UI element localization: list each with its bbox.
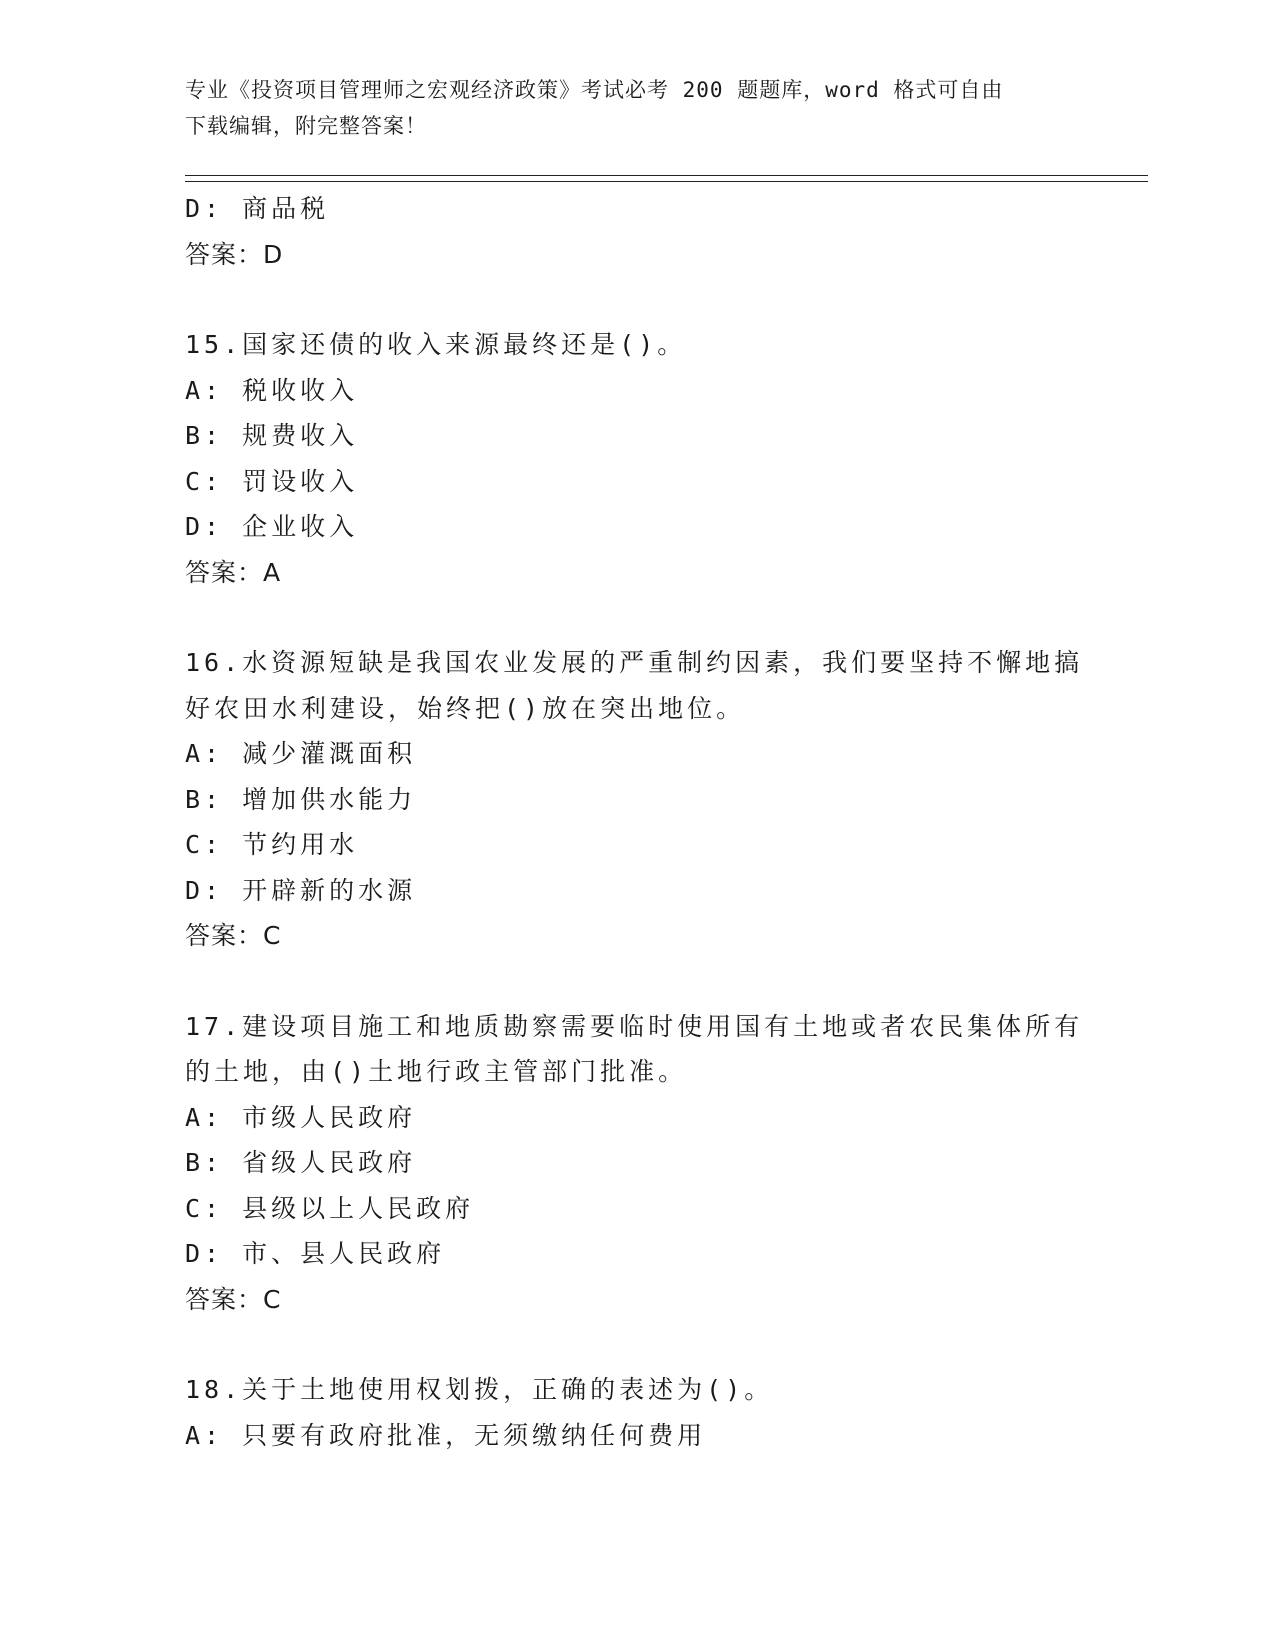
option-d: D: 商品税	[185, 194, 330, 223]
question-15-answer: 答案：A	[185, 557, 282, 587]
question-gap	[185, 1322, 1085, 1367]
question-17-option-c: C: 县级以上人民政府	[185, 1193, 475, 1223]
question-17-option-d: D: 市、县人民政府	[185, 1239, 446, 1268]
header-line-1: 专业《投资项目管理师之宏观经济政策》考试必考 200 题题库，word 格式可自由	[185, 78, 1004, 102]
document-body	[185, 186, 1085, 1458]
question-gap	[185, 277, 1085, 322]
question-16-option-d: D: 开辟新的水源	[185, 875, 417, 905]
question-15-option-c: C: 罚设收入	[185, 466, 359, 496]
question-16-option-c: C: 节约用水	[185, 830, 359, 859]
header-rule-bottom	[185, 181, 1148, 182]
question-16-option-a: A: 减少灌溉面积	[185, 739, 417, 768]
question-18-stem: 18.关于土地使用权划拨，正确的表述为()。	[185, 1375, 774, 1404]
question-15-option-b: B: 规费收入	[185, 421, 359, 450]
question-17-answer: 答案：C	[185, 1284, 282, 1314]
question-gap	[185, 595, 1085, 640]
question-16-option-b: B: 增加供水能力	[185, 784, 417, 814]
question-17-option-a: A: 市级人民政府	[185, 1102, 417, 1132]
question-15-option-d: D: 企业收入	[185, 512, 359, 541]
header-rule-top	[185, 175, 1148, 176]
document-header	[185, 72, 1065, 144]
question-16-stem-line-1: 16.水资源短缺是我国农业发展的严重制约因素，我们要坚持不懈地搞	[185, 648, 1084, 677]
question-16-answer: 答案：C	[185, 921, 282, 950]
question-17-stem-line-1: 17.建设项目施工和地质勘察需要临时使用国有土地或者农民集体所有	[185, 1011, 1084, 1041]
question-16-stem-line-2: 好农田水利建设，始终把()放在突出地位。	[185, 693, 746, 723]
question-15-option-a: A: 税收收入	[185, 375, 359, 405]
question-18-option-a: A: 只要有政府批准，无须缴纳任何费用	[185, 1420, 707, 1450]
question-17-option-b: B: 省级人民政府	[185, 1148, 417, 1177]
question-17-stem-line-2: 的土地，由()土地行政主管部门批准。	[185, 1057, 688, 1086]
header-line-2: 下载编辑，附完整答案！	[185, 114, 427, 138]
question-15-stem: 15.国家还债的收入来源最终还是()。	[185, 330, 687, 359]
question-gap	[185, 959, 1085, 1004]
answer-line: 答案：D	[185, 239, 284, 269]
